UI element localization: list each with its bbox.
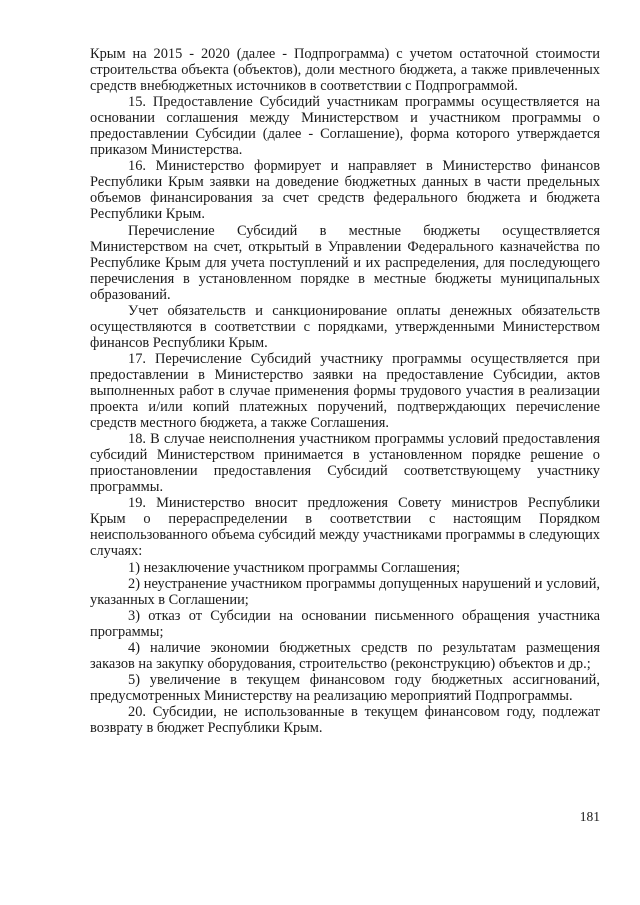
paragraph-subprogram-continuation: Крым на 2015 - 2020 (далее - Подпрограмма) с учетом остаточной стоимости строительства объекта (объектов), доли местного бюджета, а также привлеченных средств внебюджетных источников в соответствии с Подпрограммой. bbox=[90, 46, 600, 95]
list-item-3: 3) отказ от Субсидии на основании письменного обращения участника программы; bbox=[90, 607, 600, 640]
paragraph-18: 18. В случае неисполнения участником программы условий предоставления субсидий Министерством принимается в установленном порядке решение о приостановлении предоставления Субсидий соответствующему участнику программы. bbox=[90, 431, 600, 496]
paragraph-15: 15. Предоставление Субсидий участникам программы осуществляется на основании соглашения между Министерством и участником программы о предоставлении Субсидии (далее - Соглашение), форма которого утверждается приказом Министерства. bbox=[90, 94, 600, 159]
paragraph-20: 20. Субсидии, не использованные в текущем финансовом году, подлежат возврату в бюджет Республики Крым. bbox=[90, 703, 600, 736]
paragraph-accounting-obligations: Учет обязательств и санкционирование оплаты денежных обязательств осуществляются в соответствии с порядками, утвержденными Министерством финансов Республики Крым. bbox=[90, 302, 600, 351]
page-number: 181 bbox=[579, 809, 600, 824]
document-body bbox=[90, 46, 600, 736]
paragraph-16: 16. Министерство формирует и направляет в Министерство финансов Республики Крым заявки на доведение бюджетных данных в части предельных объемов финансирования за счет средств федерального бюджета и бюджета Республики Крым. bbox=[90, 158, 600, 223]
paragraph-transfer-to-local-budgets: Перечисление Субсидий в местные бюджеты осуществляется Министерством на счет, открытый в Управлении Федерального казначейства по Республике Крым для учета поступлений и их распределения, для последующего перечисления в установленном порядке в местные бюджеты муниципальных образований. bbox=[90, 222, 600, 303]
paragraph-17: 17. Перечисление Субсидий участнику программы осуществляется при предоставлении в Министерство заявки на предоставление Субсидии, актов выполненных работ в случае применения формы трудового участия в реализации проекта и/или копий платежных поручений, подтверждающих перечисление средств местного бюджета, а также Соглашения. bbox=[90, 350, 600, 432]
list-item-2: 2) неустранение участником программы допущенных нарушений и условий, указанных в Соглашении; bbox=[90, 575, 600, 608]
list-item-1: 1) незаключение участником программы Соглашения; bbox=[128, 559, 461, 576]
list-item-5: 5) увеличение в текущем финансовом году бюджетных ассигнований, предусмотренных Министерству на реализацию мероприятий Подпрограммы. bbox=[90, 671, 600, 704]
paragraph-19: 19. Министерство вносит предложения Совету министров Республики Крым о перераспределении в соответствии с настоящим Порядком неиспользованного объема субсидий между участниками программы в следующих случаях: bbox=[90, 495, 600, 560]
list-item-4: 4) наличие экономии бюджетных средств по результатам размещения заказов на закупку оборудования, строительство (реконструкцию) объектов и др.; bbox=[90, 639, 600, 672]
